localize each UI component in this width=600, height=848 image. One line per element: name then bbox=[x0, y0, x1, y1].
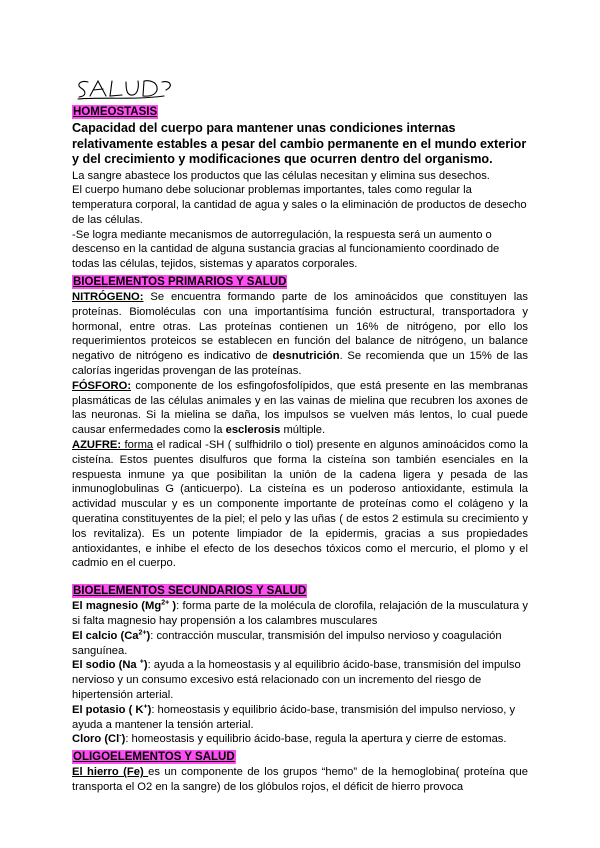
homeostasis-paragraph-2: El cuerpo humano debe solucionar problemas importantes, tales como regular la temperatura corporal, la cantidad de agua y sales o la eliminación de productos de desecho de las células. bbox=[72, 184, 527, 226]
document-page bbox=[72, 76, 528, 795]
potasio-paragraph: El potasio ( K+): homeostasis y equilibrio ácido-base, transmisión del impulso nervioso, y ayuda a mantener la tensión arterial. bbox=[72, 703, 516, 731]
secundarios-heading: BIOELEMENTOS SECUNDARIOS Y SALUD bbox=[73, 585, 307, 598]
homeostasis-definition: Capacidad del cuerpo para mantener unas condiciones internas relativamente estables a pesar del cambio permanente en el mundo exterior y del crecimiento y modificaciones que ocurren dentro del organismo. bbox=[72, 121, 527, 166]
salud-signature-logo bbox=[74, 76, 184, 102]
homeostasis-paragraph-1: La sangre abastece los productos que las células necesitan y elimina sus desechos. bbox=[72, 169, 490, 182]
hierro-paragraph: El hierro (Fe) es un componente de los grupos “hemo” de la hemoglobina( proteína que transporta el O2 en la sangre) de los glóbulos rojos, el déficit de hierro provoca bbox=[72, 766, 528, 793]
sodio-paragraph: El sodio (Na +): ayuda a la homeostasis y al equilibrio ácido-base, transmisión del impulso nervioso y un consumo excesivo está relacionado con un incremento del riesgo de hipertensión arterial. bbox=[72, 658, 521, 701]
azufre-paragraph: AZUFRE: forma el radical -SH ( sulfhidrilo o tiol) presente en algunos aminoácidos como la cisteína. Estos puentes disulfuros que forma la cisteína son también esenciales en la respuesta inmune ya que posibilitan la unión de la cadena ligera y pesada de las inmunoglobulinas G (anticuerpo). La cisteína es un poderoso antioxidante, estimula la actividad muscular y es un componente importante de proteínas como el colágeno y la queratina constituyentes de la piel; el pelo y las uñas ( de estos 2 estimula su crecimiento y los revitaliza). Es un potente limpiador de la epidermis, gracias a sus propiedades antioxidantes, e inhibe el efecto de los desechos tóxicos como el mercurio, el plomo y el cadmio en el cuerpo. bbox=[72, 439, 528, 570]
oligoelementos-heading: OLIGOELEMENTOS Y SALUD bbox=[73, 751, 235, 764]
nitrogeno-term: NITRÓGENO: bbox=[72, 291, 144, 304]
desnutricion-term: desnutrición bbox=[272, 350, 340, 363]
nitrogeno-paragraph: NITRÓGENO: Se encuentra formando parte de los aminoácidos que constituyen las proteínas. Biomoléculas con una importantísima función estructural, transportadora y hormonal, entre otras. Las proteínas contienen un 16% de nitrógeno, por ello los requerimientos proteicos se establecen en función del balance de nitrógeno, un balance negativo de nitrógeno es indicativo de desnutrición. Se recomienda que un 15% de las calorías ingeridas provengan de las proteínas. bbox=[72, 291, 528, 378]
hierro-term: El hierro (Fe) bbox=[72, 766, 149, 779]
homeostasis-paragraph-3: -Se logra mediante mecanismos de autorregulación, la respuesta será un aumento o descenso en la cantidad de alguna sustancia gracias al funcionamiento coordinado de todas las células, tejidos, sistemas y aparatos corporales. bbox=[72, 228, 500, 271]
calcio-paragraph: El calcio $(Ca^{2+})$: contracción muscular, transmisión del impulso nervioso y coagulación sanguínea. bbox=[72, 629, 502, 657]
cloro-paragraph: Cloro (Cl-): homeostasis y equilibrio ácido-base, regula la apertura y cierre de estomas. bbox=[72, 732, 507, 746]
azufre-term: AZUFRE: bbox=[72, 439, 125, 452]
homeostasis-heading: HOMEOSTASIS bbox=[73, 106, 158, 118]
fosforo-term: FÓSFORO: bbox=[72, 379, 132, 392]
magnesio-paragraph: El magnesio ($Mg^{2+}$ ): forma parte de la molécula de clorofila, relajación de la musculatura y si falta magnesio hay propensión a los calambres musculares bbox=[72, 599, 528, 628]
fosforo-paragraph: FÓSFORO: componente de los esfingofosfolípidos, que está presente en las membranas plasmáticas de las células animales y en las vainas de mielina que recubren los axones de las neuronas. Si la mielina se daña, los impulsos se vuelven más lentos, lo cual puede causar enfermedades como la esclerosis múltiple. bbox=[72, 379, 528, 437]
primarios-heading: BIOELEMENTOS PRIMARIOS Y SALUD bbox=[73, 276, 287, 289]
esclerosis-term: esclerosis bbox=[225, 424, 281, 437]
